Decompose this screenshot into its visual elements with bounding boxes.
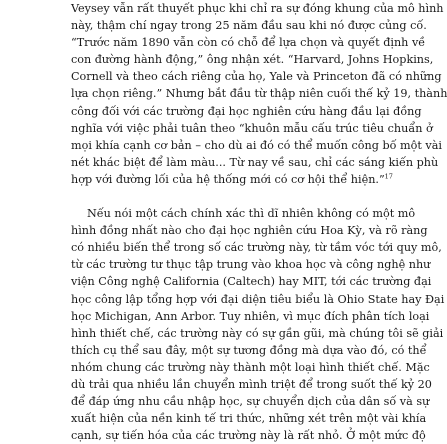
text-line: nhóm chung các trường này thành một loại hình thiết chế. Mặc <box>71 360 430 374</box>
text-line: thích cụ thể sau đây, một sự tương đồng mà dựa vào đó, có thể <box>71 343 427 357</box>
text-line: Nếu nói một cách chính xác thì dĩ nhiên không có một mô <box>87 207 416 221</box>
text-line: nét khác biệt để làm màu... Từ nay về sau, chỉ các sáng kiến phù <box>71 155 439 169</box>
text-line: “Trước năm 1890 vẫn còn có chỗ để lựa chọn và quyết định về <box>71 36 426 50</box>
text-line: có nhiều biến thể trong số các trường này, từ tầm vóc tới quy mô, <box>71 241 442 255</box>
text-line: mọi khía cạnh cơ bản – cho dù ai đó có thể muốn công bố một vài <box>71 138 442 152</box>
footnote-marker: 17 <box>384 172 393 181</box>
paragraph-2 <box>71 205 445 444</box>
text-line: xuất hiện của nền kinh tế tri thức, những xét trên một vài khía <box>71 412 427 426</box>
text-line: hợp với đường lối của hệ thống mới có cơ hội thể hiện.” <box>71 172 385 186</box>
text-line: nghĩa với việc phải tuân theo “khuôn mẫu cấu trúc tiêu chuẩn ở <box>71 121 433 135</box>
text-line: để đáp ứng nhu cầu nhập học, sự chuyển dịch của dân số và sự <box>71 395 430 409</box>
text-line: lựa chọn riêng.” Nhưng bắt đầu từ thập niên cuối thế kỷ 19, thành <box>71 87 447 101</box>
text-line: hình thiết chế, các trường này có sự gần gũi, mà chúng tôi sẽ giải <box>71 326 444 340</box>
text-line: viện Công nghệ California (Caltech) hay MIT, tới các trường đại <box>71 275 432 289</box>
text-line: từ các trường tư thục tập trung vào khoa học và công nghệ như <box>71 258 431 272</box>
text-line-last <box>71 171 393 188</box>
text-line: công đối với các trường đại học nghiên cứu hàng đầu lại đồng <box>71 104 422 118</box>
text-line: học công lập tổng hợp với đại diện tiêu biểu là Ohio State hay Đại <box>71 292 445 306</box>
paragraph-gap <box>71 188 345 205</box>
text-line: này, thậm chí ngay trong 25 năm đầu sau khi nó được củng cố. <box>71 19 427 33</box>
text-line: Cornell và theo cách riêng của họ, Yale và Princeton đã có những <box>71 70 442 84</box>
body-text <box>71 0 447 444</box>
text-line: hình đồng nhất nào cho đại học nghiên cứu Hoa Kỳ, và rõ ràng <box>71 224 428 238</box>
text-line: dù trải qua nhiều lần chuyển mình triệt để trong suốt thế kỷ 20 <box>71 377 432 391</box>
text-line: học Michigan, Ann Arbor. Tuy nhiên, vì mục đích phân tích loại <box>71 309 430 323</box>
paragraph-1 <box>71 0 447 188</box>
text-line: con đường hành động,” ông nhận xét. “Harvard, Johns Hopkins, <box>71 53 434 67</box>
text-line: Veysey vẫn rất thuyết phục khi chỉ ra sự đóng khung của mô hình <box>71 2 444 15</box>
text-line: cạnh, sự tiến hóa của các trường này là rất nhỏ. Ở một mức độ <box>71 429 426 443</box>
